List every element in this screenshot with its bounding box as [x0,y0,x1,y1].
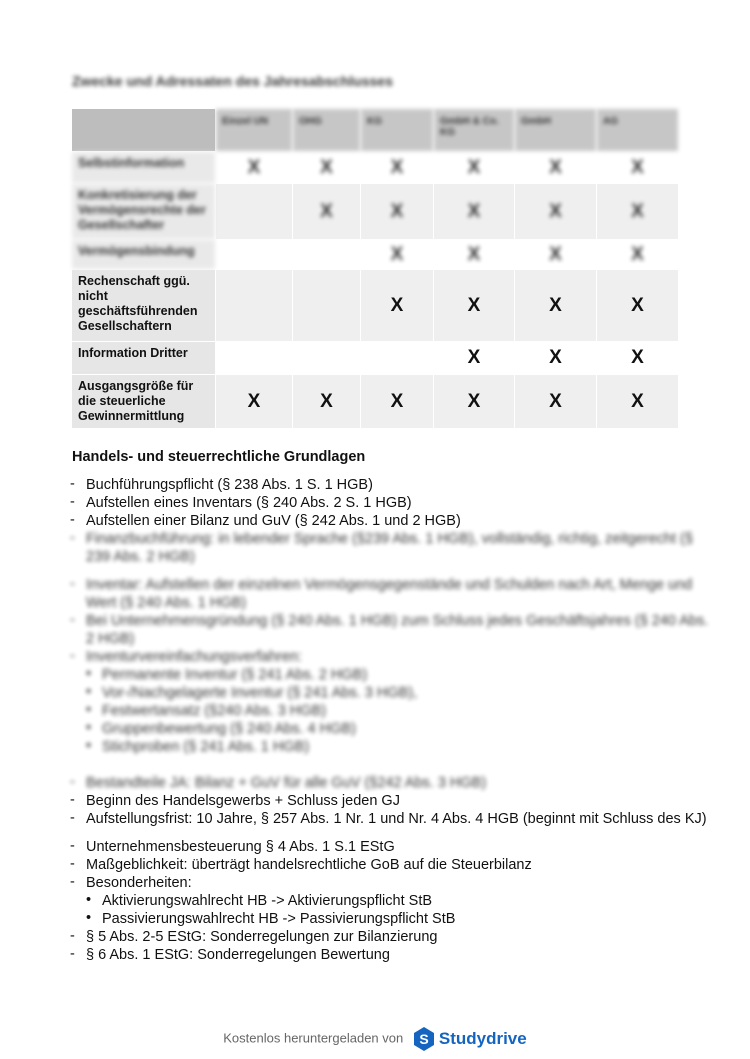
mark-cell [293,152,361,184]
mark-cell [515,184,597,240]
list-item-text: Vor-/Nachgelagerte Inventur (§ 241 Abs. 3 HGB), [102,685,418,701]
mark-value: X [247,390,261,412]
mark-cell [515,240,597,270]
grundlagen-list [70,476,710,964]
list-item-text: Permanente Inventur (§ 241 Abs. 2 HGB) [102,667,368,683]
footer [0,1027,750,1051]
list-item-text: Bei Unternehmensgründung (§ 240 Abs. 1 HGB) zum Schluss jedes Geschäftsjahres (§ 240 Abs. 2 HGB) [86,613,709,647]
list-item-text: Bestandteile JA: Bilanz + GuV für alle GuV (§242 Abs. 3 HGB) [86,775,487,791]
list-item-text: Finanzbuchführung: in lebender Sprache (§239 Abs. 1 HGB), vollständig, richtig, zeitgerecht (§ 239 Abs. 2 HGB) [86,531,693,565]
mark-cell [293,375,361,429]
footer-brand: Studydrive [438,1029,527,1048]
mark-value: X [549,390,562,412]
mark-value: X [467,347,481,368]
mark-value: X [631,390,644,412]
table-row [72,270,679,342]
table-row [72,184,679,240]
dash-icon: - [70,928,75,944]
mark-cell [597,342,679,375]
purpose-matrix-table [71,108,679,429]
mark-cell [434,270,515,342]
bullet-icon: • [86,892,92,908]
column-header: GmbH & Co. KG [434,109,515,152]
list-item [70,774,710,792]
mark-value: X [390,200,404,222]
mark-value: X [320,200,333,222]
list-item [70,720,710,738]
list-item-text: Buchführungspflicht (§ 238 Abs. 1 S. 1 HGB) [86,477,373,493]
list-item [70,576,710,612]
list-item [70,648,710,666]
mark-value: X [631,347,644,368]
list-item-text: Festwertansatz (§240 Abs. 3 HGB) [102,703,327,719]
mark-cell [597,375,679,429]
mark-cell [293,184,361,240]
bullet-icon: • [86,666,92,682]
dash-icon: - [70,774,75,790]
dash-icon: - [70,946,75,962]
mark-value: X [467,294,481,316]
bullet-icon: • [86,702,92,718]
mark-value: X [549,200,562,222]
mark-cell [361,152,434,184]
table-row [72,342,679,375]
list-item [70,874,710,892]
section-title-grundlagen: Handels- und steuerrechtliche Grundlagen [72,449,366,465]
dash-icon: - [70,838,75,854]
studydrive-logo-icon [413,1027,435,1051]
list-item [70,892,710,910]
dash-icon: - [70,512,75,528]
dash-icon: - [70,576,75,592]
list-item-text: Passivierungswahlrecht HB -> Passivierungspflicht StB [102,911,456,927]
list-item-text: Aktivierungswahlrecht HB -> Aktivierungspflicht StB [102,893,433,909]
mark-value: X [631,200,644,222]
mark-cell [597,152,679,184]
list-item [70,910,710,928]
column-header: GmbH [515,109,597,152]
dash-icon: - [70,612,75,628]
table-row [72,152,679,184]
mark-value: X [247,156,261,178]
column-header: KG [361,109,434,152]
mark-cell [515,270,597,342]
bullet-icon: • [86,738,92,754]
list-item-text: Inventurvereinfachungsverfahren: [86,649,303,665]
list-item-text: Aufstellungsfrist: 10 Jahre, § 257 Abs. 1 Nr. 1 und Nr. 4 Abs. 4 HGB (beginnt mit Schluss des KJ) [86,811,707,827]
list-item [70,476,710,494]
dash-icon: - [70,530,75,546]
mark-cell [597,240,679,270]
mark-cell [515,342,597,375]
mark-cell [434,240,515,270]
mark-cell [293,240,361,270]
mark-value: X [631,294,644,316]
mark-value: X [467,390,481,412]
mark-value: X [467,243,481,265]
row-label: Vermögensbindung [72,240,216,270]
column-header: AG [597,109,679,152]
table-row [72,375,679,429]
mark-value: X [390,243,404,265]
bullet-icon: • [86,910,92,926]
list-item-text: Maßgeblichkeit: überträgt handelsrechtliche GoB auf die Steuerbilanz [86,857,532,873]
mark-value: X [467,156,481,178]
row-label: Information Dritter [72,342,216,375]
mark-cell [434,342,515,375]
list-item [70,856,710,874]
mark-cell [361,184,434,240]
mark-cell [597,270,679,342]
mark-cell [216,184,293,240]
list-item [70,792,710,810]
mark-cell [293,270,361,342]
list-item [70,666,710,684]
bullet-icon: • [86,684,92,700]
column-header: Einzel UN [216,109,293,152]
bullet-icon: • [86,720,92,736]
table-row [72,240,679,270]
list-item-text: Besonderheiten: [86,875,192,891]
list-item-text: Aufstellen einer Bilanz und GuV (§ 242 Abs. 1 und 2 HGB) [86,513,461,529]
row-label: Konkretisierung der Vermögensrechte der Gesellschafter [72,184,216,240]
list-item [70,738,710,756]
list-item-text: Gruppenbewertung (§ 240 Abs. 4 HGB) [102,721,356,737]
dash-icon: - [70,792,75,808]
mark-cell [216,152,293,184]
list-item [70,838,710,856]
column-header: OHG [293,109,361,152]
mark-cell [361,375,434,429]
mark-cell [434,184,515,240]
mark-cell [597,184,679,240]
list-item-text: § 6 Abs. 1 EStG: Sonderregelungen Bewertung [86,947,390,963]
mark-cell [515,375,597,429]
mark-cell [216,240,293,270]
list-item [70,530,710,566]
list-item-text: Aufstellen eines Inventars (§ 240 Abs. 2 S. 1 HGB) [86,495,412,511]
list-item [70,928,710,946]
svg-text:S: S [419,1031,429,1047]
dash-icon: - [70,476,75,492]
mark-value: X [631,243,644,265]
list-item [70,702,710,720]
mark-cell [361,270,434,342]
list-item-text: § 5 Abs. 2-5 EStG: Sonderregelungen zur Bilanzierung [86,929,438,945]
list-item [70,494,710,512]
mark-value: X [549,294,562,316]
studydrive-logo[interactable] [407,1027,527,1051]
mark-value: X [390,294,404,316]
list-item [70,684,710,702]
dash-icon: - [70,856,75,872]
row-label: Ausgangsgröße für die steuerliche Gewinnermittlung [72,375,216,429]
list-item-text: Beginn des Handelsgewerbs + Schluss jeden GJ [86,793,400,809]
list-item-text: Inventar: Aufstellen der einzelnen Vermögensgegenstände und Schulden nach Art, Menge und Wert (§ 240 Abs. 1 HGB) [86,577,693,611]
mark-cell [361,342,434,375]
mark-value: X [390,156,404,178]
mark-cell [293,342,361,375]
mark-cell [216,270,293,342]
table-header-row [72,109,679,152]
list-item-text: Stichproben (§ 241 Abs. 1 HGB) [102,739,310,755]
mark-cell [434,375,515,429]
list-item [70,946,710,964]
mark-value: X [320,156,333,178]
mark-cell [361,240,434,270]
dash-icon: - [70,810,75,826]
list-item [70,810,710,828]
row-label: Rechenschaft ggü. nicht geschäftsführenden Gesellschaftern [72,270,216,342]
mark-value: X [549,243,562,265]
list-item-text: Unternehmensbesteuerung § 4 Abs. 1 S.1 EStG [86,839,395,855]
mark-cell [216,375,293,429]
mark-value: X [320,390,333,412]
dash-icon: - [70,874,75,890]
list-item [70,512,710,530]
row-label: Selbstinformation [72,152,216,184]
mark-value: X [467,200,481,222]
dash-icon: - [70,494,75,510]
mark-value: X [390,390,404,412]
section-title-zwecke: Zwecke und Adressaten des Jahresabschlusses [72,73,393,89]
list-item [70,612,710,648]
mark-cell [515,152,597,184]
mark-value: X [549,347,562,368]
mark-value: X [631,156,644,178]
dash-icon: - [70,648,75,664]
mark-value: X [549,156,562,178]
mark-cell [434,152,515,184]
header-corner-cell [72,109,216,152]
footer-text: Kostenlos heruntergeladen von [223,1030,404,1046]
mark-cell [216,342,293,375]
